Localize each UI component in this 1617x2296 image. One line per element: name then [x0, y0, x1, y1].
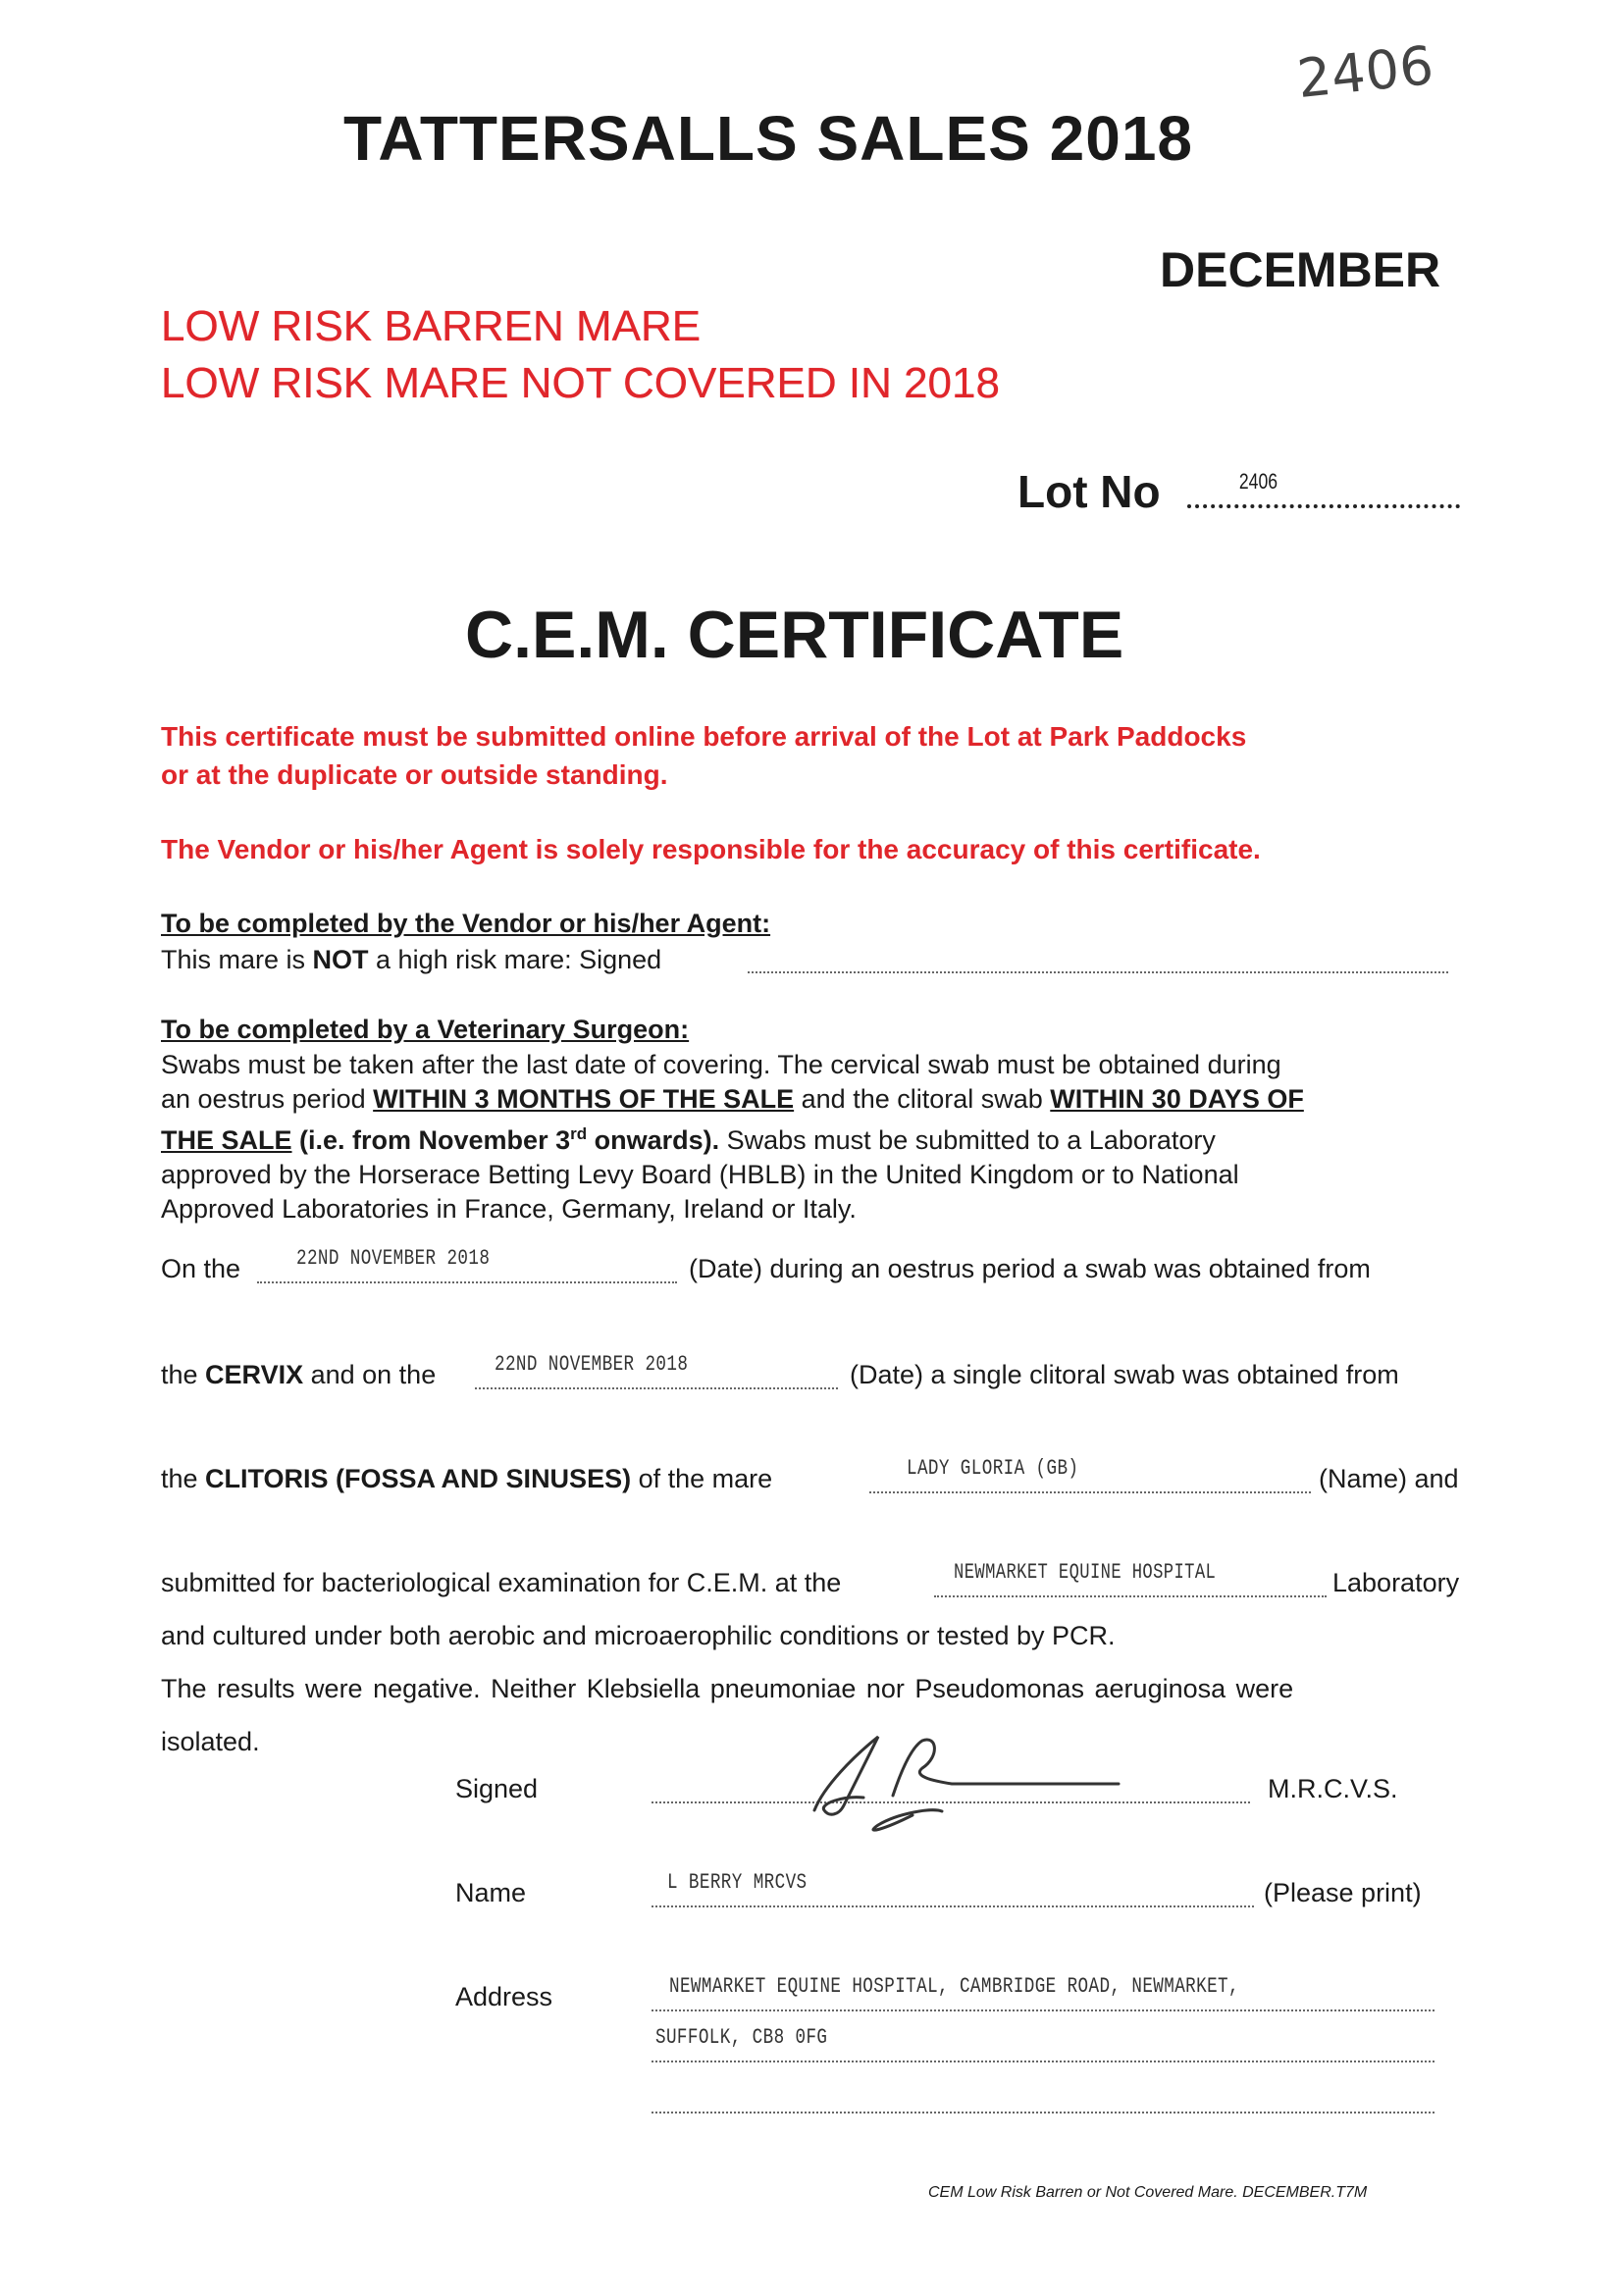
certificate-title: C.E.M. CERTIFICATE [465, 598, 1124, 672]
cervix-statement: the CERVIX and on the [161, 1360, 437, 1389]
mare-name-value[interactable]: LADY GLORIA (GB) [907, 1456, 1079, 1481]
results-line: The results were negative. Neither Klebsiella pneumoniae nor Pseudomonas aeruginosa were [161, 1674, 1294, 1703]
vet-section-heading: To be completed by a Veterinary Surgeon: [161, 1015, 690, 1044]
within-3-months: WITHIN 3 MONTHS OF THE SALE [373, 1084, 795, 1114]
vendor-signature-line[interactable] [748, 971, 1448, 973]
signed-label: Signed [455, 1774, 539, 1803]
address-line-3-dots [652, 2112, 1434, 2113]
vet-line-5: Approved Laboratories in France, Germany, Ireland or Italy. [161, 1194, 857, 1224]
vet-line-1: Swabs must be taken after the last date of covering. The cervical swab must be obtained during [161, 1050, 1281, 1079]
laboratory-value[interactable]: NEWMARKET EQUINE HOSPITAL [954, 1560, 1217, 1585]
notice-submit-line-1: This certificate must be submitted online before arrival of the Lot at Park Paddocks [161, 721, 1247, 752]
laboratory-word: Laboratory [1332, 1568, 1460, 1597]
vendor-text-before: This mare is [161, 945, 313, 974]
address-label: Address [455, 1982, 553, 2011]
within-30-days: WITHIN 30 DAYS OF [1050, 1084, 1304, 1114]
date-phrase-2: (Date) a single clitoral swab was obtained from [850, 1360, 1399, 1389]
clitoris-statement: the CLITORIS (FOSSA AND SINUSES) of the mare [161, 1464, 773, 1493]
address-line-2-dots [652, 2061, 1434, 2062]
address-line-2[interactable]: SUFFOLK, CB8 0FG [655, 2025, 828, 2050]
vendor-text-after: a high risk mare: Signed [368, 945, 662, 974]
date-phrase-1: (Date) during an oestrus period a swab was obtained from [689, 1254, 1371, 1283]
lot-dots [1187, 504, 1460, 508]
vet-instructions [161, 1048, 1476, 1226]
on-the-label: On the [161, 1254, 241, 1283]
name-value[interactable]: L BERRY MRCVS [667, 1870, 808, 1895]
clitoris-word: CLITORIS (FOSSA AND SINUSES) [205, 1464, 632, 1493]
corner-handwritten-lot-number: 2406 [1294, 33, 1437, 111]
category-line-2: LOW RISK MARE NOT COVERED IN 2018 [161, 359, 1000, 407]
vet-line-4: approved by the Horserace Betting Levy Board (HBLB) in the United Kingdom or to National [161, 1160, 1239, 1189]
address-line-1-dots [652, 2009, 1434, 2011]
the-sale: THE SALE [161, 1125, 292, 1155]
laboratory-line [934, 1595, 1327, 1597]
main-title: TATTERSALLS SALES 2018 [343, 103, 1193, 174]
mrcvs-label: M.R.C.V.S. [1268, 1774, 1398, 1803]
name-line [652, 1905, 1254, 1907]
handwritten-signature-icon [785, 1727, 1138, 1845]
category-line-1: LOW RISK BARREN MARE [161, 302, 702, 350]
cultured-line: and cultured under both aerobic and microaerophilic conditions or tested by PCR. [161, 1621, 1116, 1650]
vet-line-2: an oestrus period WITHIN 3 MONTHS OF THE SALE and the clitoral swab WITHIN 30 DAYS OF [161, 1084, 1304, 1114]
sale-month: DECEMBER [1160, 242, 1441, 297]
cervix-word: CERVIX [205, 1360, 304, 1389]
mare-name-line [869, 1491, 1311, 1493]
footer-form-code: CEM Low Risk Barren or Not Covered Mare. DECEMBER.T7M [928, 2184, 1368, 2201]
vet-line-3: THE SALE (i.e. from November 3rd onwards). Swabs must be submitted to a Laboratory [161, 1124, 1216, 1155]
vendor-section-heading: To be completed by the Vendor or his/her Agent: [161, 909, 771, 938]
cervical-date-value[interactable]: 22ND NOVEMBER 2018 [296, 1246, 491, 1271]
lot-value[interactable]: 2406 [1238, 469, 1278, 494]
vendor-text-not: NOT [312, 945, 369, 974]
clitoral-date-value[interactable]: 22ND NOVEMBER 2018 [495, 1352, 689, 1377]
name-label: Name [455, 1878, 527, 1907]
name-and: (Name) and [1319, 1464, 1459, 1493]
isolated-line: isolated. [161, 1727, 260, 1756]
notice-submit-line-2: or at the duplicate or outside standing. [161, 759, 668, 790]
cervical-date-line [257, 1281, 677, 1283]
lot-label: Lot No [1017, 466, 1161, 517]
vendor-statement [161, 943, 661, 977]
address-line-1[interactable]: NEWMARKET EQUINE HOSPITAL, CAMBRIDGE ROAD, NEWMARKET, [669, 1974, 1239, 1999]
clitoral-date-line [475, 1387, 838, 1389]
please-print: (Please print) [1264, 1878, 1422, 1907]
submitted-for: submitted for bacteriological examination for C.E.M. at the [161, 1568, 842, 1597]
notice-responsibility: The Vendor or his/her Agent is solely responsible for the accuracy of this certificate. [161, 834, 1261, 864]
